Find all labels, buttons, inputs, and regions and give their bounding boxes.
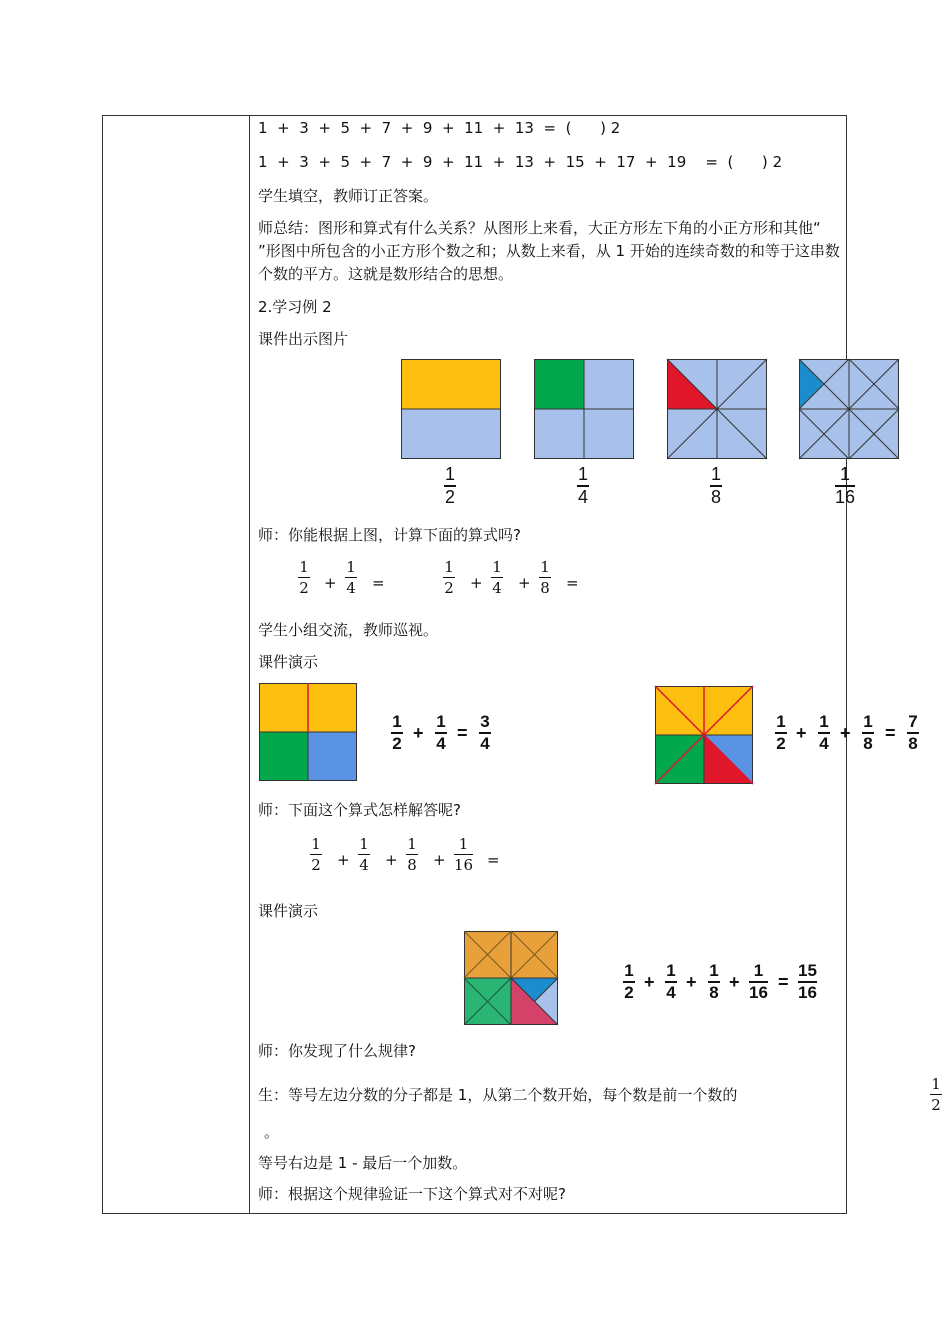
caption-eighth: 1 8 (710, 464, 721, 507)
teacher-question-1: 师：你能根据上图，计算下面的算式吗? (258, 526, 521, 544)
picture-eighth (667, 359, 767, 459)
demo-square-seven-eighths (655, 686, 753, 784)
column-divider (249, 116, 250, 1213)
example-title: 2.学习例 2 (258, 298, 332, 316)
demo-square-three-quarters (259, 683, 357, 781)
picture-sixteenth (799, 359, 899, 459)
content-cell: 1 + 3 + 5 + 7 + 9 + 11 + 13 = ( ) 2 1 + 3 + 5 + 7 + 9 + 11 + 13 + 15 + 17 + 19 = ( ) 2 学生填空，教师订正答案。 师总结：图形和算式有什么关系？从图形上来看，大正方形左下角的小正方形和其他“ ”形图中所包含的小正方形个数之和；从数上来看，从 1 开始的连续奇数的和等于这串数个数的平方。这就是数形结合的思想。 2.学习例 2 课件出示图片 1 2 1 4 1 8 1 16 师：你能根据上图，计算下面的算式吗? 1 2 + 1 4 = 1 2 + 1 4 + 1 8 = 学生小组交流，教师巡视。 课件演示 1 2 + 1 4 = 3 4 1 2 + 1 4 + 1 8 = 7 8 师：下面这个算式怎样解答呢? 1 2 + 1 4 + 1 8 + 1 16 = 课件演示 1 2 + 1 4 + 1 8 + 1 16 = 15 16 师：你发现了什么规律? 生：等号左边分数的分子都是 1，从第二个数开始，每个数是前一个数的 1 2 。 等号右边是 1 - 最后一个加数。 师：根据这个规律验证一下这个算式对不对呢? (258, 116, 846, 1213)
demo-label-2: 课件演示 (258, 902, 319, 920)
lesson-table (102, 115, 941, 1214)
odd-sum-equation-2: 1 + 3 + 5 + 7 + 9 + 11 + 13 + 15 + 17 + 19 = ( ) 2 (258, 153, 783, 171)
picture-quarter (534, 359, 634, 459)
demo-label-1: 课件演示 (258, 653, 319, 671)
teacher-question-3: 师：你发现了什么规律? (258, 1042, 416, 1060)
show-pictures-text: 课件出示图片 (258, 330, 349, 348)
right-side-rule: 等号右边是 1 - 最后一个加数。 (258, 1154, 468, 1172)
demo-square-fifteen-sixteenths (464, 931, 558, 1025)
answer-fraction-half: 1 2 (931, 1075, 941, 1114)
group-discussion-text: 学生小组交流，教师巡视。 (258, 621, 439, 639)
teacher-question-2: 师：下面这个算式怎样解答呢? (258, 801, 461, 819)
caption-quarter: 1 4 (577, 464, 588, 507)
teacher-summary: 师总结：图形和算式有什么关系？从图形上来看，大正方形左下角的小正方形和其他“ ”形图中所包含的小正方形个数之和；从数上来看，从 1 开始的连续奇数的和等于这串数个数的平方。这就是数形结合的思想。 (258, 219, 840, 283)
fill-blank-text: 学生填空，教师订正答案。 (258, 187, 439, 205)
student-answer: 生：等号左边分数的分子都是 1，从第二个数开始，每个数是前一个数的 (258, 1086, 738, 1104)
teacher-question-4: 师：根据这个规律验证一下这个算式对不对呢? (258, 1185, 566, 1203)
picture-half (401, 359, 501, 459)
caption-sixteenth: 1 16 (835, 464, 856, 507)
answer-period: 。 (264, 1123, 280, 1141)
odd-sum-equation-1: 1 + 3 + 5 + 7 + 9 + 11 + 13 = ( ) 2 (258, 119, 621, 137)
caption-half: 1 2 (444, 464, 455, 507)
